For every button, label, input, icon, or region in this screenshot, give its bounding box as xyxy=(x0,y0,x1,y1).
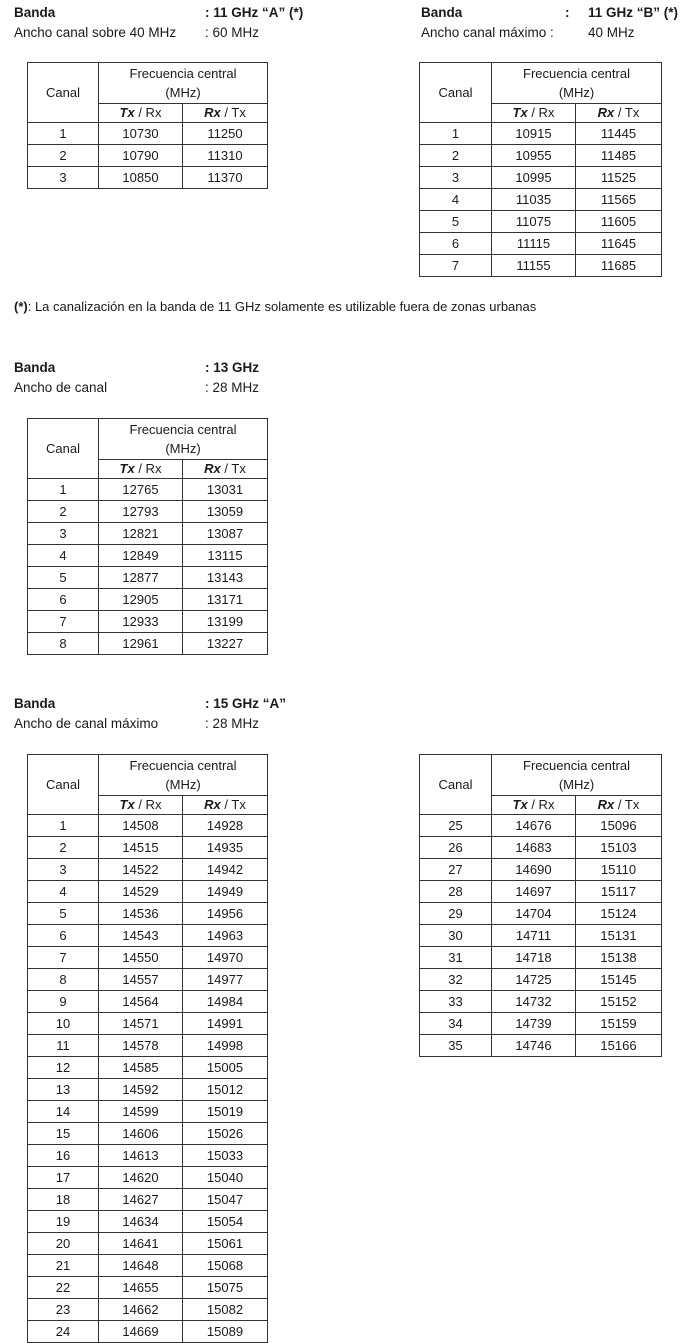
cell-canal: 2 xyxy=(28,837,99,859)
cell-rx-tx: 11485 xyxy=(576,145,662,167)
cell-canal: 22 xyxy=(28,1277,99,1299)
cell-canal: 34 xyxy=(420,1013,492,1035)
footnote-marker: (*) xyxy=(14,299,28,314)
table-13ghz xyxy=(27,418,268,655)
cell-canal: 6 xyxy=(420,233,492,255)
table-row xyxy=(420,145,662,167)
table-row xyxy=(420,925,662,947)
cell-canal: 20 xyxy=(28,1233,99,1255)
cell-tx-rx: 12961 xyxy=(99,633,183,655)
table-row xyxy=(420,211,662,233)
cell-rx-tx: 11445 xyxy=(576,123,662,145)
table-row xyxy=(420,815,662,837)
cell-tx-rx: 12905 xyxy=(99,589,183,611)
cell-canal: 7 xyxy=(420,255,492,277)
cell-tx-rx: 12877 xyxy=(99,567,183,589)
table-row xyxy=(28,1277,268,1299)
table-row xyxy=(420,903,662,925)
table-row xyxy=(28,501,268,523)
header-rx-tx: Rx / Tx xyxy=(576,104,662,123)
footnote-text: : La canalización en la banda de 11 GHz solamente es utilizable fuera de zonas urbanas xyxy=(27,299,537,314)
table-row xyxy=(28,1057,268,1079)
cell-tx-rx: 14620 xyxy=(99,1167,183,1189)
cell-rx-tx: 14977 xyxy=(183,969,268,991)
cell-tx-rx: 14683 xyxy=(492,837,576,859)
cell-tx-rx: 14697 xyxy=(492,881,576,903)
cell-rx-tx: 15124 xyxy=(576,903,662,925)
cell-rx-tx: 11370 xyxy=(183,167,268,189)
cell-canal: 26 xyxy=(420,837,492,859)
cell-tx-rx: 10915 xyxy=(492,123,576,145)
cell-tx-rx: 11155 xyxy=(492,255,576,277)
cell-canal: 5 xyxy=(28,567,99,589)
header-frecuencia: Frecuencia central (MHz) xyxy=(99,63,268,104)
table-row xyxy=(420,881,662,903)
cell-canal: 6 xyxy=(28,925,99,947)
cell-canal: 2 xyxy=(420,145,492,167)
header-canal: Canal xyxy=(420,755,492,815)
header-tx-rx: Tx / Rx xyxy=(492,796,576,815)
band-11b-label: Banda xyxy=(421,5,463,20)
cell-tx-rx: 14641 xyxy=(99,1233,183,1255)
table-row xyxy=(420,859,662,881)
cell-canal: 14 xyxy=(28,1101,99,1123)
cell-rx-tx: 15040 xyxy=(183,1167,268,1189)
cell-tx-rx: 14585 xyxy=(99,1057,183,1079)
table-row xyxy=(420,1013,662,1035)
table-row xyxy=(420,123,662,145)
cell-rx-tx: 15103 xyxy=(576,837,662,859)
cell-rx-tx: 15026 xyxy=(183,1123,268,1145)
cell-canal: 10 xyxy=(28,1013,99,1035)
cell-tx-rx: 12821 xyxy=(99,523,183,545)
table-row xyxy=(420,969,662,991)
table-row xyxy=(420,991,662,1013)
cell-rx-tx: 14991 xyxy=(183,1013,268,1035)
cell-canal: 3 xyxy=(28,167,99,189)
table-row xyxy=(420,1035,662,1057)
cell-rx-tx: 14928 xyxy=(183,815,268,837)
cell-canal: 16 xyxy=(28,1145,99,1167)
cell-canal: 32 xyxy=(420,969,492,991)
cell-rx-tx: 14935 xyxy=(183,837,268,859)
cell-rx-tx: 15152 xyxy=(576,991,662,1013)
cell-tx-rx: 12849 xyxy=(99,545,183,567)
cell-tx-rx: 14718 xyxy=(492,947,576,969)
cell-tx-rx: 14613 xyxy=(99,1145,183,1167)
cell-rx-tx: 11525 xyxy=(576,167,662,189)
table-15ghz-a-left xyxy=(27,754,268,1343)
cell-rx-tx: 13059 xyxy=(183,501,268,523)
cell-canal: 33 xyxy=(420,991,492,1013)
cell-rx-tx: 11685 xyxy=(576,255,662,277)
cell-tx-rx: 14571 xyxy=(99,1013,183,1035)
table-row xyxy=(28,545,268,567)
table-row xyxy=(28,903,268,925)
cell-tx-rx: 14564 xyxy=(99,991,183,1013)
cell-rx-tx: 14956 xyxy=(183,903,268,925)
cell-tx-rx: 14536 xyxy=(99,903,183,925)
table-row xyxy=(28,1101,268,1123)
cell-tx-rx: 14739 xyxy=(492,1013,576,1035)
table-row xyxy=(420,233,662,255)
cell-canal: 1 xyxy=(420,123,492,145)
cell-canal: 1 xyxy=(28,479,99,501)
cell-canal: 15 xyxy=(28,1123,99,1145)
cell-rx-tx: 11645 xyxy=(576,233,662,255)
cell-tx-rx: 14557 xyxy=(99,969,183,991)
cell-rx-tx: 15138 xyxy=(576,947,662,969)
cell-canal: 27 xyxy=(420,859,492,881)
cell-canal: 13 xyxy=(28,1079,99,1101)
cell-rx-tx: 11310 xyxy=(183,145,268,167)
cell-rx-tx: 14984 xyxy=(183,991,268,1013)
band-11b-colon: : xyxy=(565,5,570,20)
band-11b-width-label: Ancho canal máximo : xyxy=(421,25,554,40)
header-tx-rx: Tx / Rx xyxy=(99,460,183,479)
band-13-label: Banda xyxy=(14,360,56,375)
band-15a-label: Banda xyxy=(14,696,56,711)
table-row xyxy=(28,1079,268,1101)
table-row xyxy=(28,167,268,189)
cell-rx-tx: 15075 xyxy=(183,1277,268,1299)
cell-tx-rx: 14725 xyxy=(492,969,576,991)
cell-canal: 8 xyxy=(28,969,99,991)
cell-rx-tx: 13227 xyxy=(183,633,268,655)
table-row xyxy=(28,815,268,837)
cell-canal: 6 xyxy=(28,589,99,611)
table-11ghz-a xyxy=(27,62,268,189)
cell-tx-rx: 14648 xyxy=(99,1255,183,1277)
table-row xyxy=(28,1123,268,1145)
table-row xyxy=(28,969,268,991)
cell-tx-rx: 14508 xyxy=(99,815,183,837)
cell-tx-rx: 14669 xyxy=(99,1321,183,1343)
table-row xyxy=(28,633,268,655)
band-11b-value: 11 GHz “B” (*) xyxy=(588,5,679,20)
cell-tx-rx: 10995 xyxy=(492,167,576,189)
cell-rx-tx: 14963 xyxy=(183,925,268,947)
table-row xyxy=(28,1035,268,1057)
table-row xyxy=(28,479,268,501)
cell-canal: 19 xyxy=(28,1211,99,1233)
header-tx-rx: Tx / Rx xyxy=(492,104,576,123)
cell-canal: 5 xyxy=(28,903,99,925)
band-11b-width-value: 40 MHz xyxy=(588,25,635,40)
cell-rx-tx: 14970 xyxy=(183,947,268,969)
table-row xyxy=(420,947,662,969)
header-canal: Canal xyxy=(28,419,99,479)
table-row xyxy=(28,567,268,589)
cell-canal: 31 xyxy=(420,947,492,969)
cell-rx-tx: 15047 xyxy=(183,1189,268,1211)
table-row xyxy=(28,1211,268,1233)
cell-tx-rx: 14676 xyxy=(492,815,576,837)
header-canal: Canal xyxy=(420,63,492,123)
cell-rx-tx: 11565 xyxy=(576,189,662,211)
band-11a-width-value: : 60 MHz xyxy=(205,25,260,40)
cell-canal: 2 xyxy=(28,145,99,167)
table-row xyxy=(420,255,662,277)
cell-rx-tx: 14942 xyxy=(183,859,268,881)
cell-rx-tx: 15061 xyxy=(183,1233,268,1255)
cell-tx-rx: 14543 xyxy=(99,925,183,947)
cell-rx-tx: 13143 xyxy=(183,567,268,589)
table-row xyxy=(28,1255,268,1277)
cell-canal: 3 xyxy=(28,859,99,881)
cell-canal: 11 xyxy=(28,1035,99,1057)
cell-tx-rx: 10955 xyxy=(492,145,576,167)
footnote xyxy=(14,299,536,314)
cell-canal: 18 xyxy=(28,1189,99,1211)
cell-tx-rx: 14690 xyxy=(492,859,576,881)
cell-rx-tx: 15068 xyxy=(183,1255,268,1277)
table-row xyxy=(28,925,268,947)
cell-canal: 21 xyxy=(28,1255,99,1277)
header-frecuencia: Frecuencia central (MHz) xyxy=(492,63,662,104)
table-row xyxy=(420,837,662,859)
cell-canal: 30 xyxy=(420,925,492,947)
header-rx-tx: Rx / Tx xyxy=(183,796,268,815)
cell-rx-tx: 14998 xyxy=(183,1035,268,1057)
header-canal: Canal xyxy=(28,755,99,815)
header-frecuencia: Frecuencia central (MHz) xyxy=(99,419,268,460)
cell-rx-tx: 13087 xyxy=(183,523,268,545)
cell-canal: 25 xyxy=(420,815,492,837)
table-row xyxy=(28,523,268,545)
cell-tx-rx: 14599 xyxy=(99,1101,183,1123)
table-row xyxy=(28,859,268,881)
band-11a-width-label: Ancho canal sobre 40 MHz xyxy=(14,25,177,40)
cell-tx-rx: 14634 xyxy=(99,1211,183,1233)
cell-tx-rx: 12793 xyxy=(99,501,183,523)
cell-tx-rx: 12933 xyxy=(99,611,183,633)
cell-tx-rx: 14522 xyxy=(99,859,183,881)
table-row xyxy=(28,991,268,1013)
table-row xyxy=(28,611,268,633)
cell-canal: 12 xyxy=(28,1057,99,1079)
cell-rx-tx: 15005 xyxy=(183,1057,268,1079)
cell-rx-tx: 13031 xyxy=(183,479,268,501)
cell-rx-tx: 15012 xyxy=(183,1079,268,1101)
cell-canal: 3 xyxy=(28,523,99,545)
cell-rx-tx: 11250 xyxy=(183,123,268,145)
cell-canal: 4 xyxy=(28,545,99,567)
cell-rx-tx: 13199 xyxy=(183,611,268,633)
cell-canal: 9 xyxy=(28,991,99,1013)
cell-rx-tx: 13115 xyxy=(183,545,268,567)
cell-rx-tx: 15110 xyxy=(576,859,662,881)
cell-rx-tx: 15159 xyxy=(576,1013,662,1035)
cell-tx-rx: 10730 xyxy=(99,123,183,145)
table-row xyxy=(28,1013,268,1035)
header-frecuencia: Frecuencia central (MHz) xyxy=(99,755,268,796)
band-11a-label: Banda xyxy=(14,5,56,20)
band-15a-width-value: : 28 MHz xyxy=(205,716,260,731)
table-row xyxy=(28,1145,268,1167)
cell-rx-tx: 15117 xyxy=(576,881,662,903)
cell-canal: 23 xyxy=(28,1299,99,1321)
cell-rx-tx: 15096 xyxy=(576,815,662,837)
band-11a-value: : 11 GHz “A” (*) xyxy=(205,5,304,20)
cell-canal: 29 xyxy=(420,903,492,925)
cell-canal: 24 xyxy=(28,1321,99,1343)
header-tx-rx: Tx / Rx xyxy=(99,104,183,123)
cell-rx-tx: 15054 xyxy=(183,1211,268,1233)
cell-tx-rx: 11115 xyxy=(492,233,576,255)
cell-canal: 5 xyxy=(420,211,492,233)
cell-tx-rx: 14592 xyxy=(99,1079,183,1101)
cell-rx-tx: 15082 xyxy=(183,1299,268,1321)
cell-canal: 1 xyxy=(28,123,99,145)
cell-tx-rx: 14606 xyxy=(99,1123,183,1145)
cell-canal: 7 xyxy=(28,947,99,969)
table-row xyxy=(28,123,268,145)
table-15ghz-a-right xyxy=(419,754,662,1057)
table-row xyxy=(28,1167,268,1189)
table-row xyxy=(28,589,268,611)
cell-tx-rx: 14578 xyxy=(99,1035,183,1057)
cell-canal: 8 xyxy=(28,633,99,655)
cell-tx-rx: 12765 xyxy=(99,479,183,501)
header-rx-tx: Rx / Tx xyxy=(576,796,662,815)
cell-tx-rx: 14550 xyxy=(99,947,183,969)
cell-canal: 17 xyxy=(28,1167,99,1189)
table-row xyxy=(28,1321,268,1343)
cell-tx-rx: 14515 xyxy=(99,837,183,859)
table-row xyxy=(28,837,268,859)
cell-canal: 3 xyxy=(420,167,492,189)
cell-canal: 35 xyxy=(420,1035,492,1057)
cell-canal: 4 xyxy=(420,189,492,211)
table-row xyxy=(28,1233,268,1255)
cell-canal: 2 xyxy=(28,501,99,523)
cell-tx-rx: 14655 xyxy=(99,1277,183,1299)
cell-tx-rx: 14732 xyxy=(492,991,576,1013)
band-13-width-label: Ancho de canal xyxy=(14,380,108,395)
cell-canal: 4 xyxy=(28,881,99,903)
cell-tx-rx: 14662 xyxy=(99,1299,183,1321)
cell-rx-tx: 15131 xyxy=(576,925,662,947)
band-13-width-value: : 28 MHz xyxy=(205,380,260,395)
cell-tx-rx: 10850 xyxy=(99,167,183,189)
cell-tx-rx: 14529 xyxy=(99,881,183,903)
table-row xyxy=(28,1189,268,1211)
cell-rx-tx: 15089 xyxy=(183,1321,268,1343)
cell-tx-rx: 14711 xyxy=(492,925,576,947)
cell-tx-rx: 14746 xyxy=(492,1035,576,1057)
cell-rx-tx: 11605 xyxy=(576,211,662,233)
table-row xyxy=(420,167,662,189)
cell-tx-rx: 14627 xyxy=(99,1189,183,1211)
cell-tx-rx: 10790 xyxy=(99,145,183,167)
cell-canal: 28 xyxy=(420,881,492,903)
table-11ghz-b xyxy=(419,62,662,277)
band-15a-value: : 15 GHz “A” xyxy=(205,696,287,711)
band-15a-width-label: Ancho de canal máximo xyxy=(14,716,159,731)
header-tx-rx: Tx / Rx xyxy=(99,796,183,815)
cell-tx-rx: 11075 xyxy=(492,211,576,233)
table-row xyxy=(28,881,268,903)
table-row xyxy=(28,1299,268,1321)
cell-rx-tx: 15019 xyxy=(183,1101,268,1123)
cell-rx-tx: 14949 xyxy=(183,881,268,903)
band-13-value: : 13 GHz xyxy=(205,360,260,375)
cell-rx-tx: 15033 xyxy=(183,1145,268,1167)
cell-rx-tx: 13171 xyxy=(183,589,268,611)
table-row xyxy=(28,145,268,167)
cell-rx-tx: 15145 xyxy=(576,969,662,991)
cell-canal: 7 xyxy=(28,611,99,633)
cell-tx-rx: 11035 xyxy=(492,189,576,211)
header-rx-tx: Rx / Tx xyxy=(183,104,268,123)
table-row xyxy=(28,947,268,969)
cell-canal: 1 xyxy=(28,815,99,837)
cell-tx-rx: 14704 xyxy=(492,903,576,925)
header-rx-tx: Rx / Tx xyxy=(183,460,268,479)
table-row xyxy=(420,189,662,211)
header-frecuencia: Frecuencia central (MHz) xyxy=(492,755,662,796)
header-canal: Canal xyxy=(28,63,99,123)
cell-rx-tx: 15166 xyxy=(576,1035,662,1057)
